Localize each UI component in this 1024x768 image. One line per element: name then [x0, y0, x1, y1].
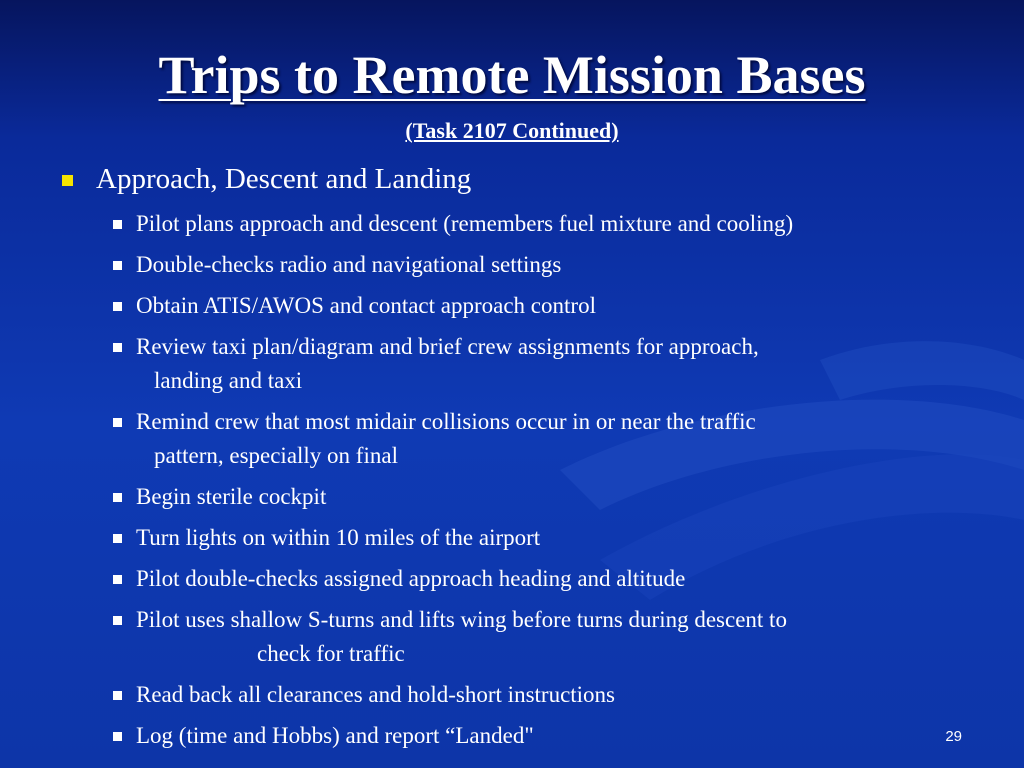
section-heading-label: Approach, Descent and Landing: [96, 163, 472, 195]
list-item: [113, 678, 973, 712]
bullet-list: [113, 207, 973, 760]
list-item: [113, 207, 973, 241]
list-item-text: Pilot plans approach and descent (remembers fuel mixture and cooling): [136, 211, 794, 236]
square-bullet-icon: [113, 343, 122, 352]
square-bullet-icon: [113, 732, 122, 741]
page-number: 29: [945, 728, 962, 745]
list-item-text: Log (time and Hobbs) and report “Landed": [136, 723, 534, 748]
list-item: [113, 521, 973, 555]
list-item-text: Review taxi plan/diagram and brief crew assignments for approach, landing and taxi: [136, 334, 759, 393]
list-item: [113, 405, 973, 473]
list-item-text: Double-checks radio and navigational settings: [136, 252, 562, 277]
square-bullet-icon: [113, 575, 122, 584]
list-item-text: Pilot double-checks assigned approach heading and altitude: [136, 566, 686, 591]
list-item-text: Pilot uses shallow S-turns and lifts wing before turns during descent to check for traffic: [136, 607, 787, 666]
list-item-text: Turn lights on within 10 miles of the airport: [136, 525, 541, 550]
page-title: Trips to Remote Mission Bases: [158, 45, 866, 105]
list-item: [113, 603, 973, 671]
yellow-square-bullet-icon: [62, 175, 73, 186]
square-bullet-icon: [113, 493, 122, 502]
square-bullet-icon: [113, 534, 122, 543]
list-item-text: Obtain ATIS/AWOS and contact approach control: [136, 293, 596, 318]
square-bullet-icon: [113, 691, 122, 700]
list-item: [113, 719, 973, 753]
square-bullet-icon: [113, 302, 122, 311]
list-item: [113, 330, 973, 398]
section-heading: [62, 162, 471, 197]
list-item: [113, 289, 973, 323]
list-item: [113, 248, 973, 282]
list-item: [113, 480, 973, 514]
list-item: [113, 562, 973, 596]
square-bullet-icon: [113, 418, 122, 427]
square-bullet-icon: [113, 261, 122, 270]
square-bullet-icon: [113, 220, 122, 229]
square-bullet-icon: [113, 616, 122, 625]
page-subtitle: (Task 2107 Continued): [405, 118, 619, 143]
list-item-text: Begin sterile cockpit: [136, 484, 327, 509]
list-item-text: Remind crew that most midair collisions occur in or near the traffic pattern, especially on final: [136, 409, 756, 468]
list-item-text: Read back all clearances and hold-short instructions: [136, 682, 616, 707]
